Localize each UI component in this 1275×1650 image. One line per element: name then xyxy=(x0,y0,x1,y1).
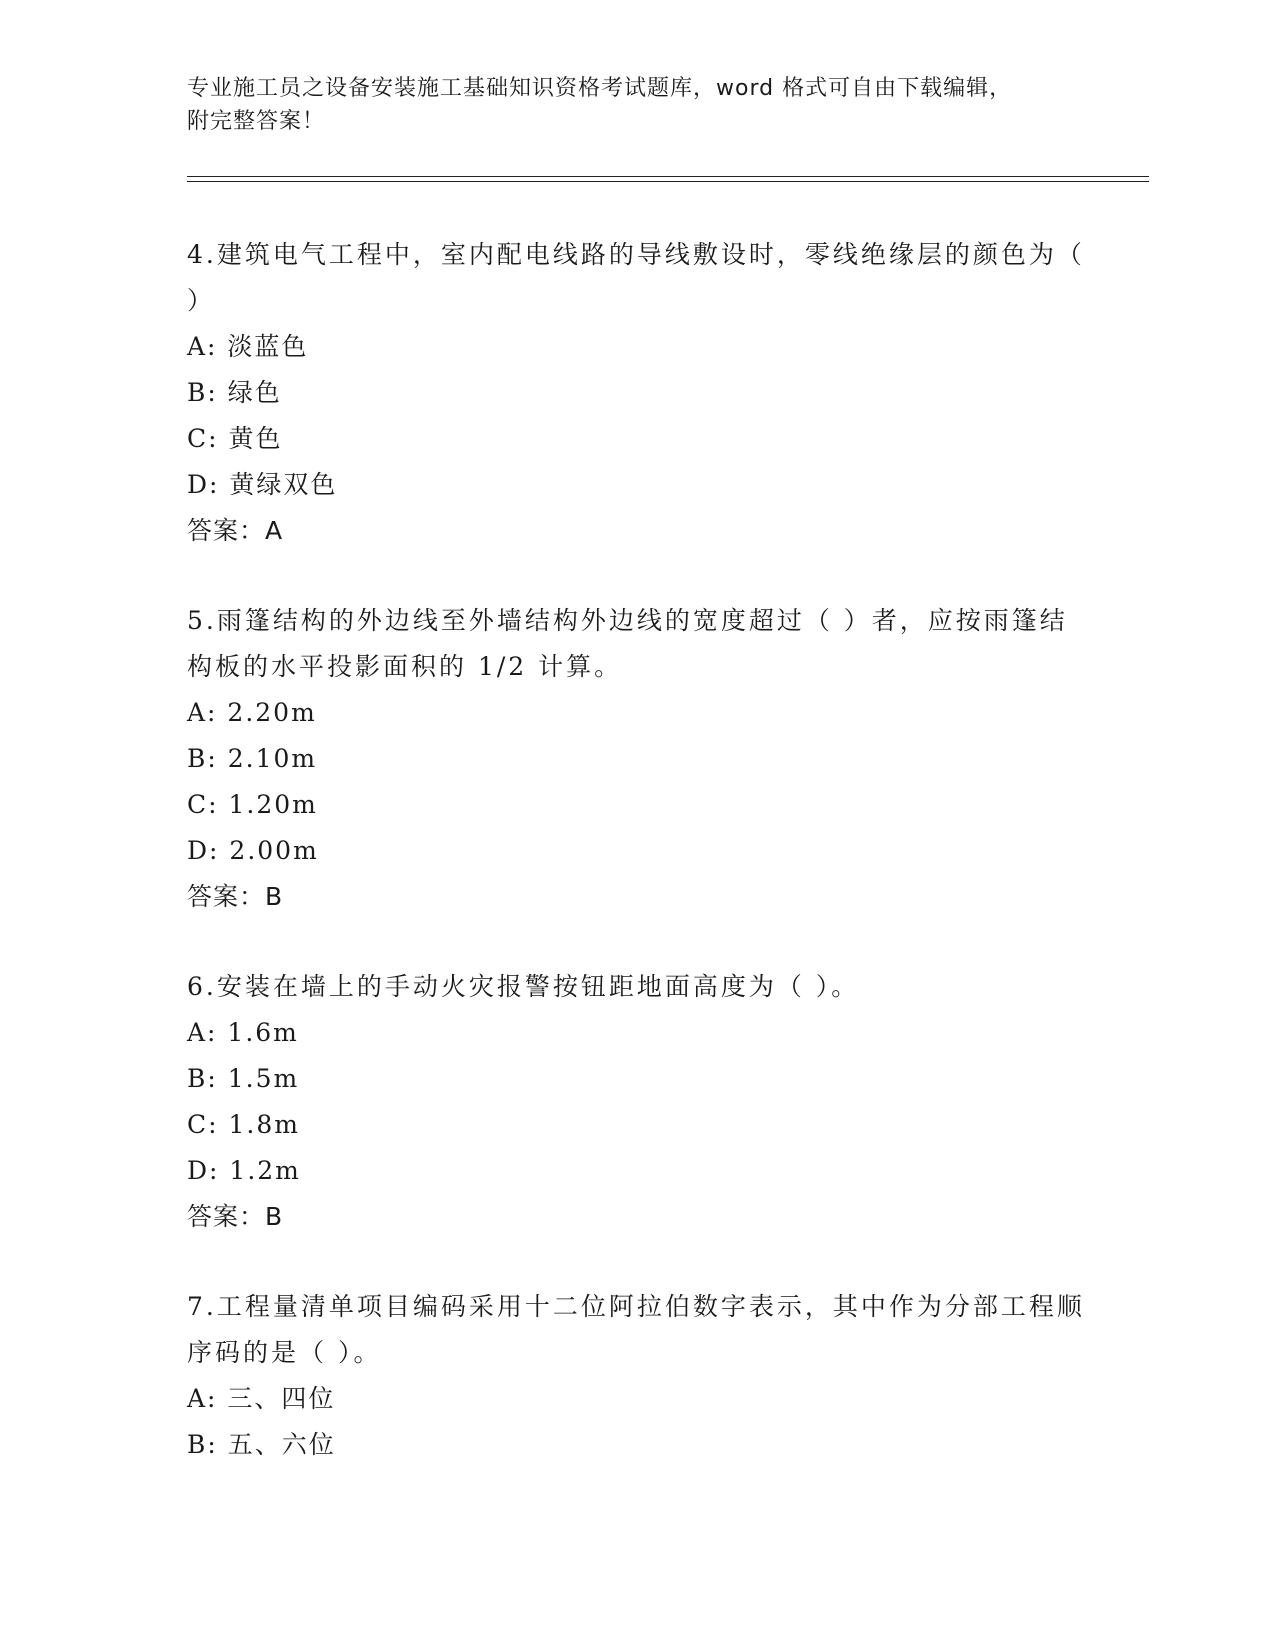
question-7 xyxy=(187,1284,1087,1468)
question-6 xyxy=(187,964,1087,1240)
question-stem: 7.工程量清单项目编码采用十二位阿拉伯数字表示，其中作为分部工程顺序码的是（ ）。 xyxy=(187,1292,1085,1367)
question-stem: 4.建筑电气工程中，室内配电线路的导线敷设时，零线绝缘层的颜色为（ ） xyxy=(187,240,1085,315)
option-a: A: 淡蓝色 xyxy=(187,332,309,361)
header-divider-top xyxy=(187,176,1149,177)
question-4 xyxy=(187,232,1087,554)
option-d: D: 2.00m xyxy=(187,836,319,865)
option-c: C: 黄色 xyxy=(187,424,283,453)
header-divider-bottom xyxy=(187,181,1149,182)
option-b: B: 2.10m xyxy=(187,744,318,773)
header-line-2: 附完整答案！ xyxy=(187,109,326,134)
option-b: B: 绿色 xyxy=(187,378,282,407)
option-c: C: 1.20m xyxy=(187,790,318,819)
question-5 xyxy=(187,598,1087,920)
option-a: A: 三、四位 xyxy=(187,1384,336,1413)
question-list xyxy=(187,232,1087,1512)
option-b: B: 1.5m xyxy=(187,1064,300,1093)
option-a: A: 1.6m xyxy=(187,1018,299,1047)
option-d: D: 黄绿双色 xyxy=(187,470,338,499)
answer-line: 答案：A xyxy=(187,516,284,545)
answer-line: 答案：B xyxy=(187,882,284,911)
header-line-1: 专业施工员之设备安装施工基础知识资格考试题库，word 格式可自由下载编辑， xyxy=(187,76,1013,101)
answer-line: 答案：B xyxy=(187,1202,284,1231)
option-b: B: 五、六位 xyxy=(187,1430,336,1459)
question-stem: 6.安装在墙上的手动火灾报警按钮距地面高度为（ ）。 xyxy=(187,972,860,1001)
question-stem: 5.雨篷结构的外边线至外墙结构外边线的宽度超过（ ）者，应按雨篷结构板的水平投影面积的 1/2 计算。 xyxy=(187,606,1068,681)
option-c: C: 1.8m xyxy=(187,1110,300,1139)
document-header xyxy=(187,72,1087,138)
option-d: D: 1.2m xyxy=(187,1156,301,1185)
option-a: A: 2.20m xyxy=(187,698,317,727)
